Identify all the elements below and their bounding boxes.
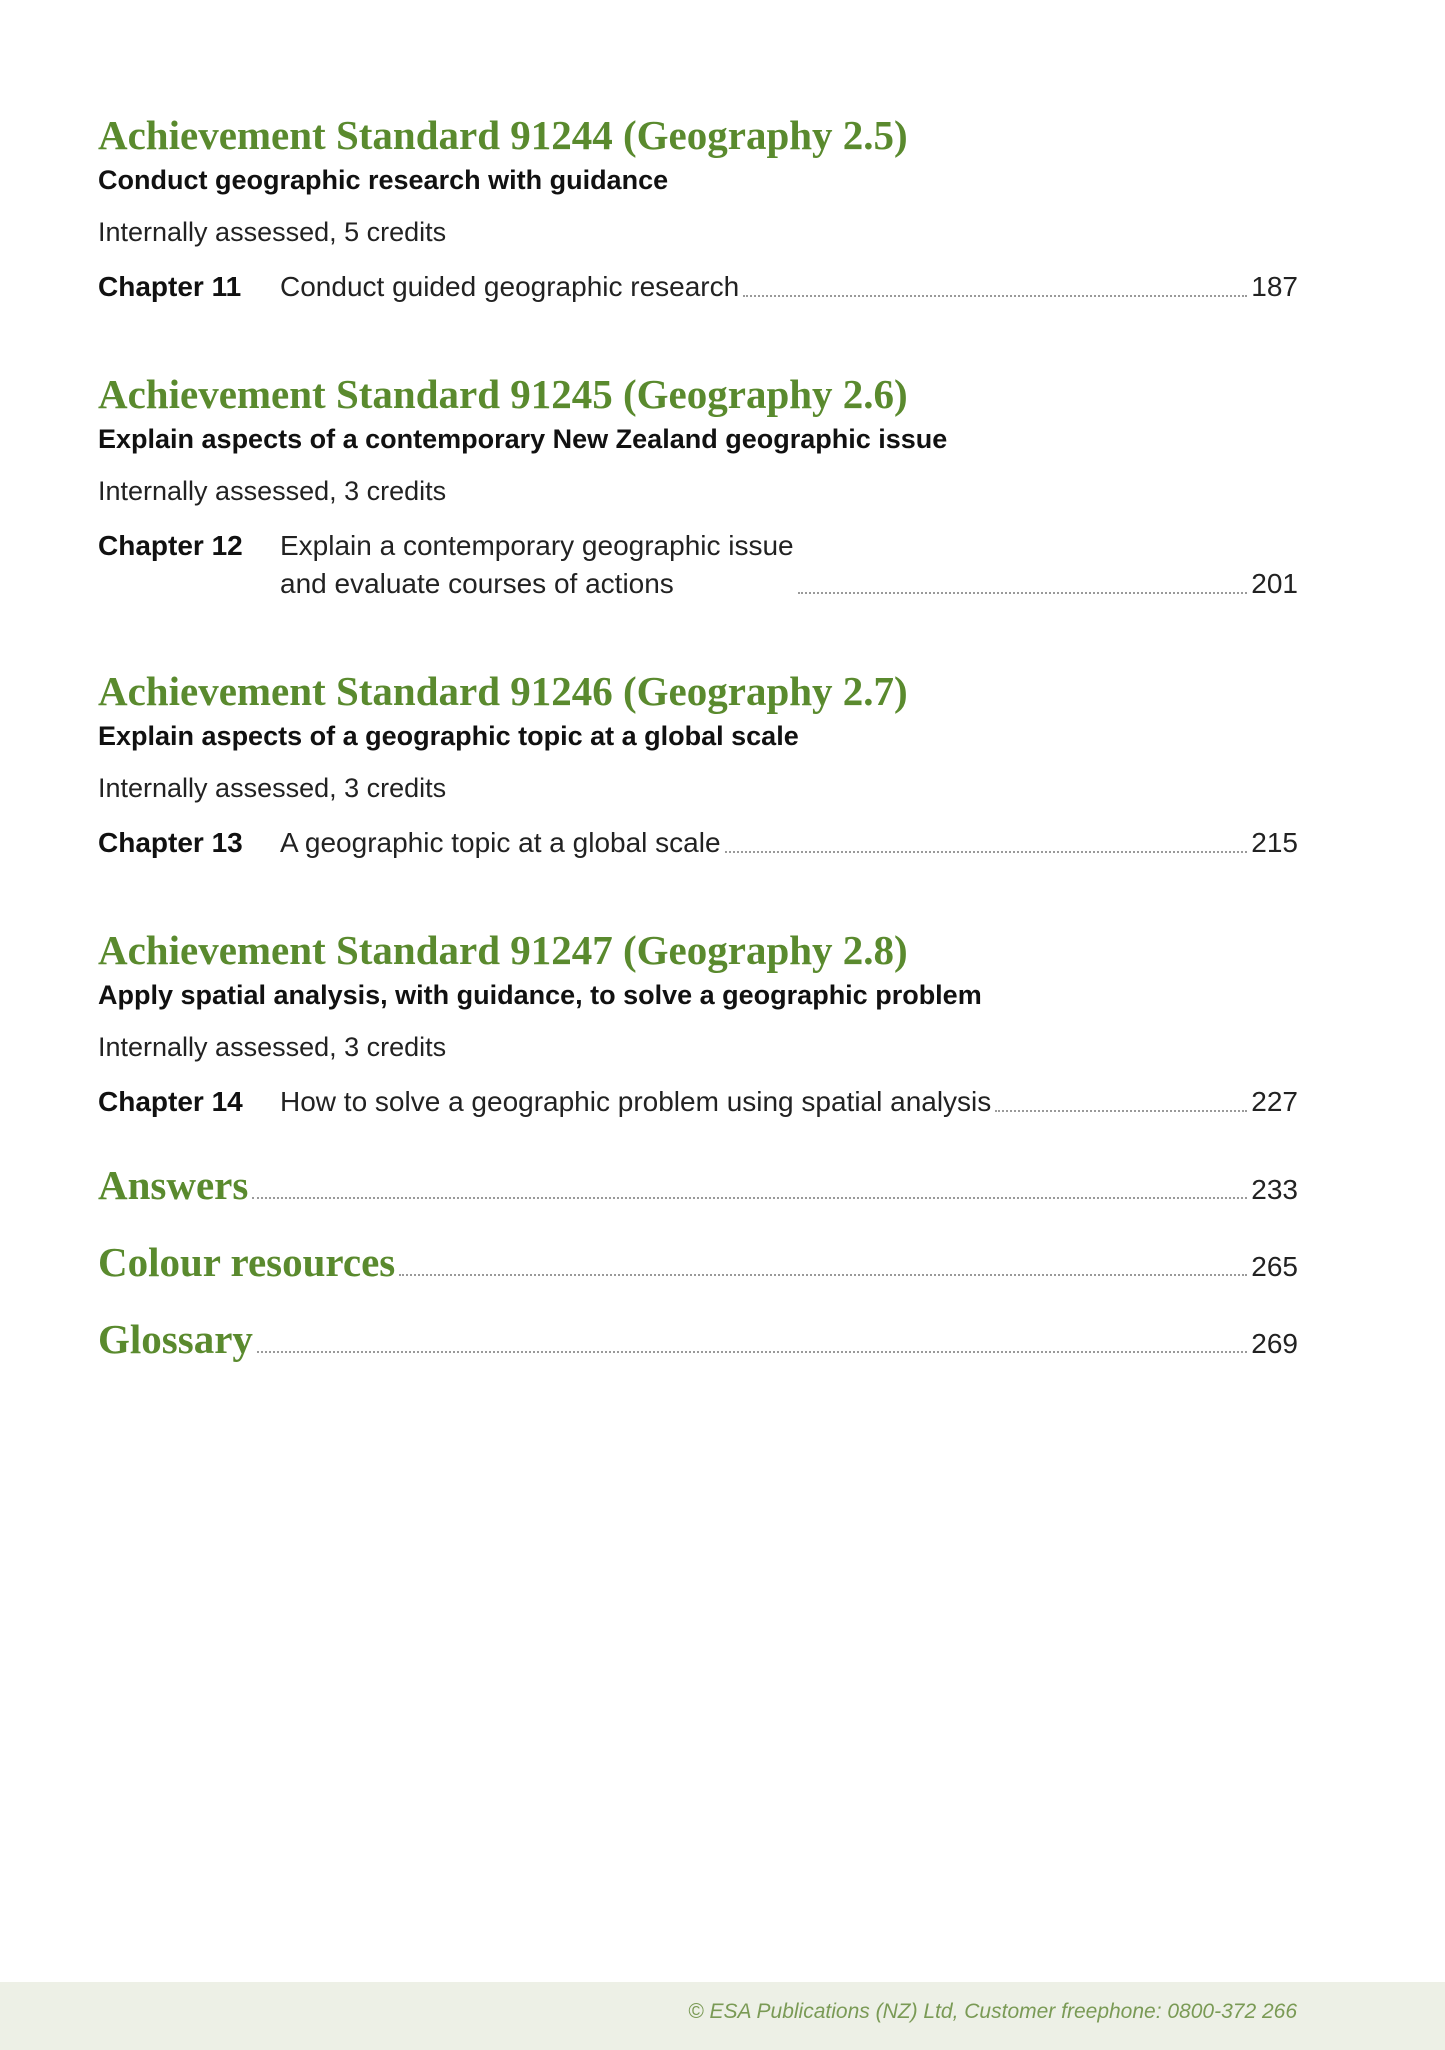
dot-leader: [995, 1110, 1247, 1112]
chapter-label: Chapter 14: [98, 1086, 243, 1117]
dot-leader: [252, 1197, 1247, 1199]
dot-leader: [725, 851, 1248, 853]
dot-leader: [399, 1274, 1247, 1276]
toc-entry-chapter-12[interactable]: [98, 527, 1298, 603]
standard-section: [98, 110, 1298, 306]
page-number: 201: [1251, 568, 1298, 599]
standard-title: Achievement Standard 91245 (Geography 2.6): [98, 371, 908, 417]
assessment-info: Internally assessed, 3 credits: [98, 773, 447, 803]
chapter-title: How to solve a geographic problem using spatial analysis: [280, 1086, 992, 1117]
toc-entry-chapter-11[interactable]: [98, 268, 1298, 306]
standard-title: Achievement Standard 91247 (Geography 2.8): [98, 927, 908, 973]
page-number: 215: [1251, 827, 1298, 858]
standard-description: Explain aspects of a geographic topic at a global scale: [98, 721, 799, 751]
chapter-title: A geographic topic at a global scale: [280, 827, 721, 858]
dot-leader: [743, 295, 1247, 297]
chapter-title-line-1: Explain a contemporary geographic issue: [280, 530, 794, 561]
assessment-info: Internally assessed, 3 credits: [98, 1032, 447, 1062]
assessment-info: Internally assessed, 3 credits: [98, 476, 447, 506]
page-number: 269: [1251, 1328, 1298, 1359]
standard-section: [98, 369, 1298, 603]
standard-description: Conduct geographic research with guidance: [98, 165, 669, 195]
toc-entry-glossary[interactable]: [98, 1314, 1298, 1364]
assessment-info: Internally assessed, 5 credits: [98, 217, 447, 247]
toc-entry-chapter-13[interactable]: [98, 824, 1298, 862]
back-matter-title: Colour resources: [98, 1239, 396, 1285]
toc-entry-chapter-14[interactable]: [98, 1083, 1298, 1121]
dot-leader: [798, 592, 1248, 594]
standard-section: [98, 666, 1298, 862]
chapter-label: Chapter 13: [98, 827, 243, 858]
standard-section: [98, 925, 1298, 1121]
page-number: 233: [1251, 1174, 1298, 1205]
standard-title: Achievement Standard 91244 (Geography 2.5): [98, 112, 908, 158]
dot-leader: [257, 1351, 1247, 1353]
page-number: 265: [1251, 1251, 1298, 1282]
chapter-label: Chapter 12: [98, 530, 243, 561]
copyright-notice: © ESA Publications (NZ) Ltd, Customer freephone: 0800-372 266: [688, 2000, 1297, 2023]
page-number: 227: [1251, 1086, 1298, 1117]
back-matter-title: Answers: [98, 1162, 249, 1208]
standard-description: Explain aspects of a contemporary New Zealand geographic issue: [98, 424, 948, 454]
toc-entry-colour-resources[interactable]: [98, 1237, 1298, 1287]
chapter-title: Conduct guided geographic research: [280, 271, 740, 302]
chapter-title-line-2: and evaluate courses of actions: [280, 568, 674, 599]
standard-description: Apply spatial analysis, with guidance, to solve a geographic problem: [98, 980, 982, 1010]
page-footer: [0, 1982, 1445, 2050]
standard-title: Achievement Standard 91246 (Geography 2.7): [98, 668, 908, 714]
back-matter-title: Glossary: [98, 1316, 253, 1362]
page-number: 187: [1251, 271, 1298, 302]
toc-entry-answers[interactable]: [98, 1160, 1298, 1210]
chapter-label: Chapter 11: [98, 271, 242, 302]
chapter-title: [280, 527, 794, 603]
